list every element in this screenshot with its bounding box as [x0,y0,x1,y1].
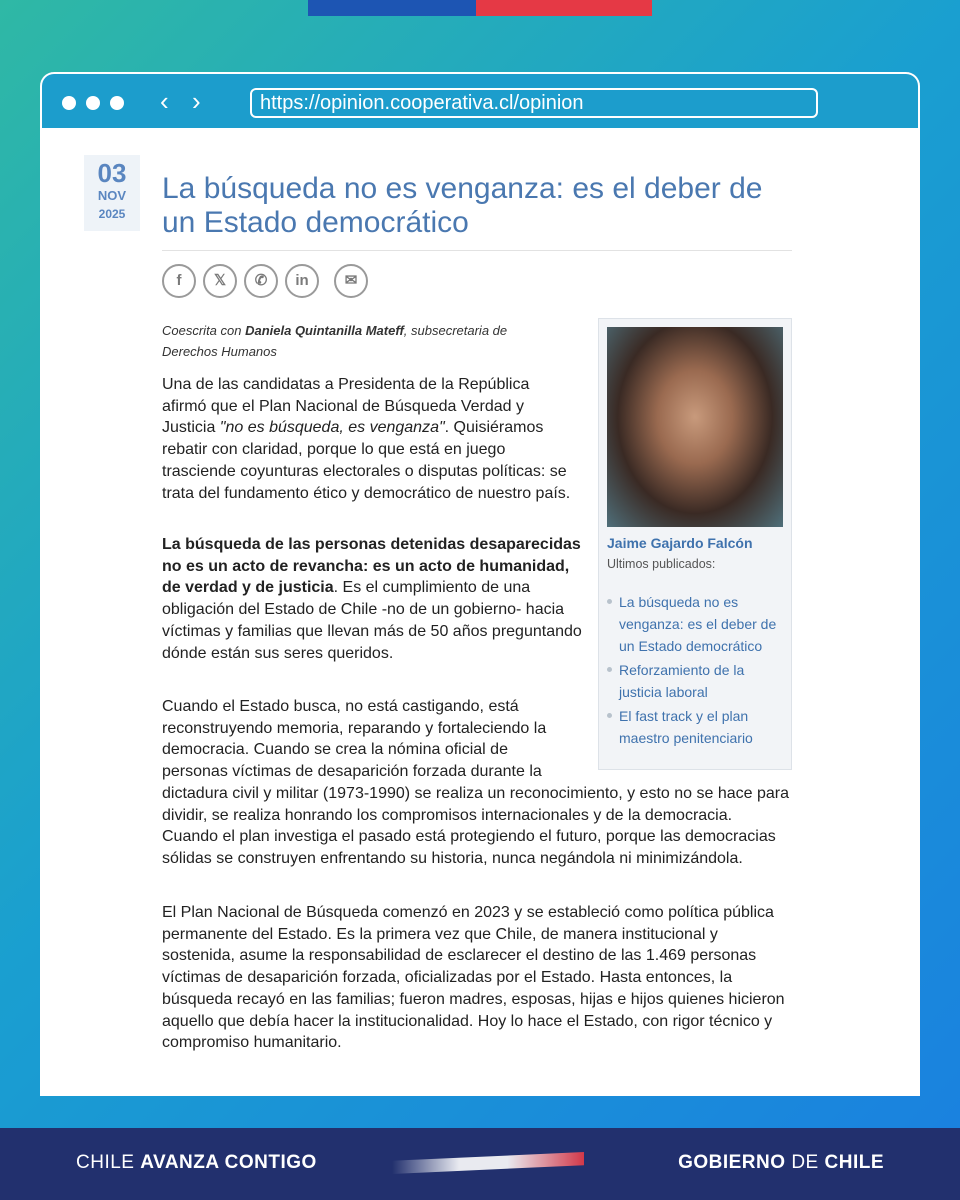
recent-article-link[interactable]: La búsqueda no es venganza: es el deber de un Estado democrático [607,591,787,657]
publish-date [84,155,140,231]
author-sidebar [598,318,792,770]
browser-toolbar [40,72,920,132]
back-icon[interactable]: ‹ [160,86,169,116]
coauthor-name: Daniela Quintanilla Mateff [245,323,404,338]
recent-article-link[interactable]: El fast track y el plan maestro penitenciario [607,705,787,749]
whatsapp-icon[interactable]: ✆ [244,264,278,298]
author-name[interactable]: Jaime Gajardo Falcón [607,535,753,551]
paragraph-1 [162,374,572,504]
p1-text-end: . Quisiéramos rebatir con claridad, porque lo que está en juego trasciende coyunturas electorales o disputas políticas: se trata del fundamento ético y democrático de nuestro país. [162,419,571,502]
gov-word-2: DE [791,1152,819,1173]
author-photo [607,327,783,527]
government-footer [0,1128,960,1200]
window-dot-icon[interactable] [86,96,100,110]
recent-articles [607,591,787,751]
p3-text: Cuando el Estado busca, no está castigando, está reconstruyendo memoria, reparando y fortaleciendo la democracia. Cuando se crea la nómina oficial de personas víctimas de desaparición forzada durante la dictadura civil y militar (1973-1990) se realiza un reconocimiento, y esto no se hace para dividir, se realiza honrando los compromisos internacionales y de la democracia. Cuando el plan investiga el pasado está protegiendo el futuro, porque las democracias sólidas se construyen enfrentando su historia, nunca negándola ni minimizándola. [162,698,789,867]
coauthor-prefix: Coescrita con [162,323,246,338]
flag-stripe-red [476,0,652,16]
window-dot-icon[interactable] [62,96,76,110]
recent-label: Ultimos publicados: [607,557,716,571]
flag-swoosh-icon [392,1152,584,1174]
paragraph-2 [162,534,582,664]
slogan-prefix: CHILE [76,1152,141,1173]
p1-quote: "no es búsqueda, es venganza" [219,419,445,437]
coauthor-suffix: , subsecretaria de Derechos Humanos [162,323,508,359]
window-dot-icon[interactable] [110,96,124,110]
footer-slogan [76,1152,317,1174]
title-divider [162,250,792,251]
gov-word-3: CHILE [818,1152,884,1173]
coauthor-note [162,320,562,362]
date-month: NOV [97,188,127,203]
p2-text: . Es el cumplimiento de una obligación del Estado de Chile -no de un gobierno- hacia víctimas y familias que llevan más de 50 años preguntando dónde están sus seres queridos. [162,579,582,662]
facebook-icon[interactable]: f [162,264,196,298]
x-icon[interactable]: 𝕏 [203,264,237,298]
p1-text: Una de las candidatas a Presidenta de la República afirmó que el Plan Nacional de Búsqueda Verdad y Justicia [162,376,530,437]
date-day: 03 [97,158,127,188]
forward-icon[interactable]: › [192,86,201,116]
flag-stripe-blue [308,0,476,16]
article-title: La búsqueda no es venganza: es el deber de un Estado democrático [162,172,763,239]
paragraph-4: El Plan Nacional de Búsqueda comenzó en 2023 y se estableció como política pública permanente del Estado. Es la primera vez que Chile, de manera institucional y sostenida, asume la responsabilidad de esclarecer el destino de las 1.469 personas víctimas de desaparición forzada, oficializadas por el Estado. Hasta entonces, la búsqueda recayó en las familias; fueron madres, esposas, hijas e hijos quienes hicieron aquello que debía hacer la institucionalidad. Hoy lo hace el Estado, con rigor técnico y compromiso humanitario. [162,904,785,1052]
slogan-bold: AVANZA CONTIGO [140,1152,317,1173]
linkedin-icon[interactable]: in [285,264,319,298]
footer-government [678,1152,884,1174]
p2-bold: La búsqueda de las personas detenidas desaparecidas no es un acto de revancha: es un acto de humanidad, de verdad y de justicia [162,536,581,597]
date-year: 2025 [98,207,126,221]
gov-word-1: GOBIERNO [678,1152,792,1173]
recent-article-link[interactable]: Reforzamiento de la justicia laboral [607,659,787,703]
email-icon[interactable]: ✉ [334,264,368,298]
browser-window [40,72,920,1096]
address-bar[interactable]: https://opinion.cooperativa.cl/opinion [250,88,818,118]
